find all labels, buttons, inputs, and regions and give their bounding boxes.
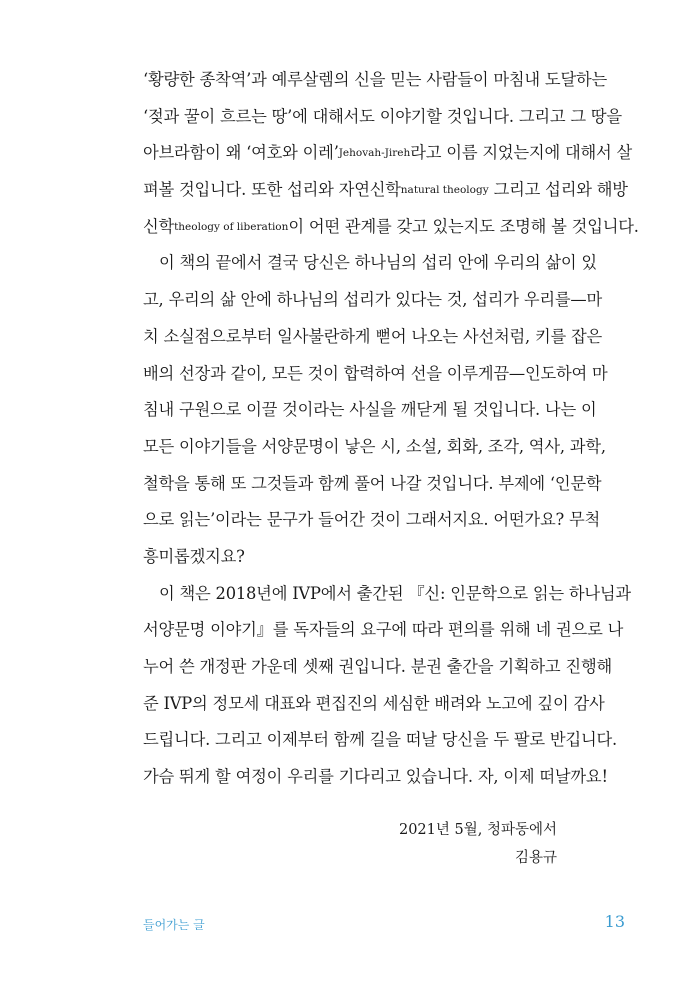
text-line: ‘젖과 꿀이 흐르는 땅’에 대해서도 이야기할 것입니다. 그리고 그 땅을 (143, 106, 622, 126)
text-line: 드립니다. 그리고 이제부터 함께 길을 떠날 당신을 두 팔로 반깁니다. (143, 730, 617, 750)
text-line: 흥미롭겠지요? (143, 546, 245, 566)
text-line: 치 소실점으로부터 일사불란하게 뻗어 나오는 사선처럼, 키를 잡은 (143, 326, 603, 346)
text-line: 고, 우리의 삶 안에 하나님의 섭리가 있다는 것, 섭리가 우리를—마 (143, 290, 603, 310)
text-line: 침내 구원으로 이끌 것이라는 사실을 깨닫게 될 것입니다. 나는 이 (143, 400, 597, 420)
text-line: 모든 이야기들을 서양문명이 낳은 시, 소설, 회화, 조각, 역사, 과학, (143, 436, 606, 456)
text-line: 이 책은 2018년에 IVP에서 출간된 『신: 인문학으로 읽는 하나님과 (159, 583, 631, 603)
text-line: ‘황량한 종착역’과 예루살렘의 신을 믿는 사람들이 마침내 도달하는 (143, 70, 608, 89)
text-line: 누어 쓴 개정판 가운데 셋째 권입니다. 분권 출간을 기획하고 진행해 (143, 657, 613, 676)
text-line: 이 책의 끝에서 결국 당신은 하나님의 섭리 안에 우리의 삶이 있 (159, 253, 597, 273)
body-text (143, 62, 639, 796)
signature-date: 2021년 5월, 청파동에서 (398, 822, 557, 838)
signature-name: 김용규 (514, 850, 557, 866)
text-line: 준 IVP의 정모세 대표와 편집진의 세심한 배려와 노고에 깊이 감사 (143, 693, 605, 713)
gloss-liberation-theology: theology of liberation (174, 220, 289, 233)
text-line: 배의 선장과 같이, 모든 것이 합력하여 선을 이루게끔—인도하여 마 (143, 363, 608, 383)
text-line: 아브라함이 왜 ‘여호와 이레’Jehovah-Jireh라고 이름 지었는지에 대해서 살 (143, 143, 633, 163)
page-number: 13 (604, 912, 625, 931)
text-line: 신학theology of liberation이 어떤 관계를 갖고 있는지도 조명해 볼 것입니다. (143, 216, 639, 236)
gloss-natural-theology: natural theology (400, 184, 489, 197)
gloss-jehovah: Jehovah-Jireh (338, 147, 411, 160)
text-line: 으로 읽는’이라는 문구가 들어간 것이 그래서지요. 어떤가요? 무척 (143, 510, 601, 530)
footer-section-title: 들어가는 글 (143, 918, 205, 932)
text-line: 철학을 통해 또 그것들과 함께 풀어 나갈 것입니다. 부제에 ‘인문학 (143, 473, 602, 493)
text-line: 가슴 뛰게 할 여정이 우리를 기다리고 있습니다. 자, 이제 떠날까요! (143, 767, 608, 787)
text-line: 펴볼 것입니다. 또한 섭리와 자연신학natural theology 그리고 섭리와 해방 (143, 180, 628, 200)
text-line: 서양문명 이야기』를 독자들의 요구에 따라 편의를 위해 네 권으로 나 (143, 620, 624, 640)
